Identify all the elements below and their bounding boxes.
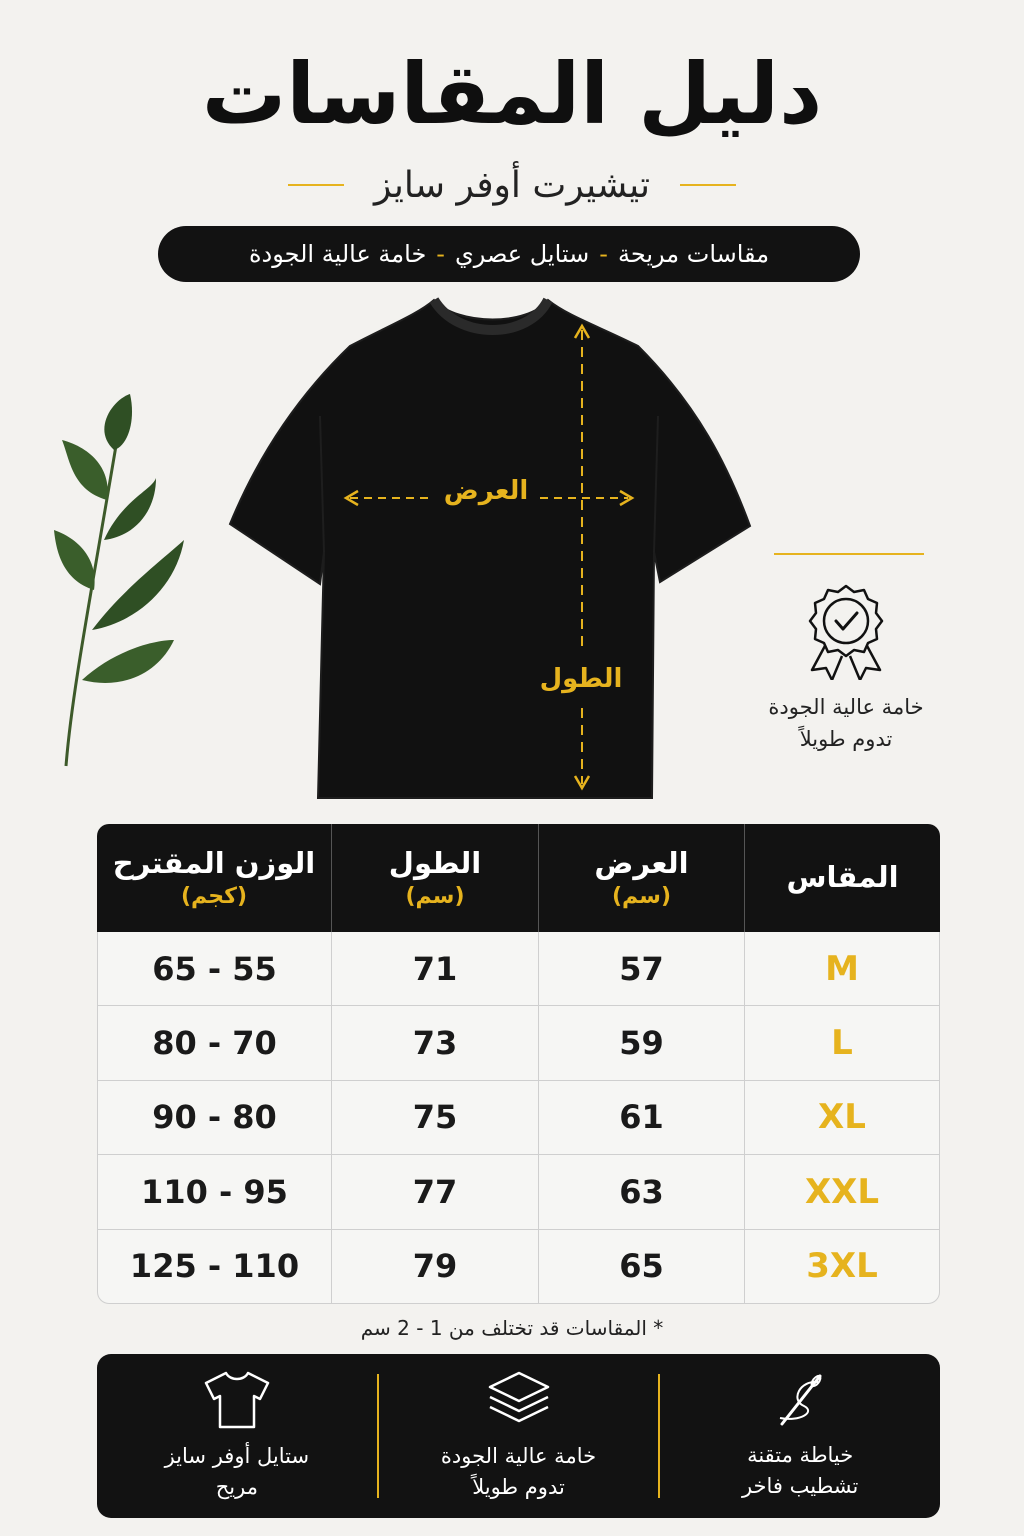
length-cell: 71 [331,932,538,1006]
size-table [97,824,940,1304]
header-width: العرض (سم) [538,824,744,932]
features-bar [97,1354,940,1518]
feature-divider [658,1374,660,1498]
size-cell: XXL [744,1155,940,1229]
feature-3-line-2: مريح [215,1475,258,1499]
badge-line-1: خامة عالية الجودة [768,695,924,719]
width-cell: 59 [538,1006,744,1080]
tshirt-outline-icon [202,1369,272,1431]
tshirt-diagram [228,296,752,802]
badge-line-2: تدوم طويلاً [799,726,893,751]
page-title: دليل المقاسات [201,45,823,143]
weight-cell: 95 - 110 [97,1155,331,1229]
header-size: المقاس [744,824,940,932]
width-cell: 63 [538,1155,744,1229]
length-cell: 75 [331,1081,538,1155]
table-header-row [97,824,940,932]
feature-1-line-2: تشطيب فاخر [741,1474,859,1498]
size-cell: M [744,932,940,1006]
feature-2-line-2: تدوم طويلاً [472,1475,565,1499]
subtitle-row [0,160,1024,210]
feature-1-line-1: خياطة متقنة [747,1442,854,1467]
layers-icon [486,1369,552,1431]
leaf-branch-icon [52,390,192,770]
table-row [97,1006,940,1080]
feature-2-line-1: خامة عالية الجودة [440,1443,597,1468]
length-cell: 77 [331,1155,538,1229]
header-weight: الوزن المقترح (كجم) [97,824,331,932]
width-cell: 57 [538,932,744,1006]
subtitle-line-left [288,184,344,186]
tagline-separator-1: - [599,240,608,268]
feature-3-line-1: ستايل أوفر سايز [164,1443,310,1468]
size-cell: XL [744,1081,940,1155]
tagline-item-3: خامة عالية الجودة [248,240,427,268]
badge-divider [774,553,924,555]
quality-badge-text [740,692,952,755]
table-row [97,1081,940,1155]
certified-badge-icon [804,584,888,680]
tagline-item-1: مقاسات مريحة [617,240,770,268]
tagline-pill [158,226,860,282]
weight-cell: 70 - 80 [97,1006,331,1080]
weight-cell: 80 - 90 [97,1081,331,1155]
weight-cell: 55 - 65 [97,932,331,1006]
size-cell: 3XL [744,1230,940,1304]
subtitle-line-right [680,184,736,186]
table-row [97,1230,940,1304]
length-label: الطول [539,664,623,694]
feature-oversize [97,1354,377,1518]
length-cell: 79 [331,1230,538,1304]
tagline-item-2: ستايل عصري [454,240,590,268]
width-cell: 61 [538,1081,744,1155]
table-row [97,932,940,1006]
weight-cell: 110 - 125 [97,1230,331,1304]
feature-stitching [660,1354,940,1518]
tagline-separator-2: - [436,240,445,268]
size-cell: L [744,1006,940,1080]
needle-thread-icon [770,1370,830,1430]
subtitle: تيشيرت أوفر سايز [374,164,650,206]
length-cell: 73 [331,1006,538,1080]
header-length: الطول (سم) [331,824,538,932]
size-note: * المقاسات قد تختلف من 1 - 2 سم [360,1316,664,1340]
feature-quality [379,1354,659,1518]
width-cell: 65 [538,1230,744,1304]
width-label: العرض [443,476,529,506]
table-row [97,1155,940,1229]
feature-divider [377,1374,379,1498]
